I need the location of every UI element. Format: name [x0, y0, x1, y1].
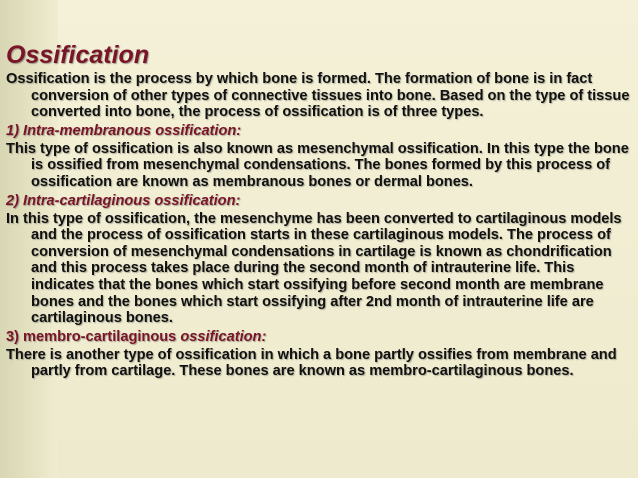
section-text-intracartilaginous: In this type of ossification, the mesenchyme has been converted to cartilaginous models and the process of ossification starts in these cartilaginous models. The process of conversion of mesenchymal condensations in cartilage is known as chondrification and this process takes place during the second month of intrauterine life. This indicates that the bones which start ossifying before second month are membrane bones and the bones which start ossifying after 2nd month of intrauterine life are cartilaginous bones. — [6, 210, 622, 327]
section-heading-prefix: 3) membro-cartilaginous — [6, 328, 181, 345]
section-text-membrocartilaginous: There is another type of ossification in which a bone partly ossifies from membrane and partly from cartilage. These bones are known as membro-cartilaginous bones. — [6, 346, 617, 380]
section-heading-intramembranous: 1) Intra-membranous ossification: — [6, 122, 242, 139]
slide-content — [6, 40, 632, 380]
intro-paragraph: Ossification is the process by which bone is formed. The formation of bone is in fact conversion of other types of connective tissues into bone. Based on the type of tissue converted into bone, the process of ossification is of three types. — [6, 71, 630, 121]
slide-title: Ossification — [6, 41, 150, 69]
section-heading-intracartilaginous: 2) Intra-cartilaginous ossification: — [6, 192, 241, 209]
section-text-intramembranous: This type of ossification is also known as mesenchymal ossification. In this type the bone is ossified from mesenchymal condensations. The bones formed by this process of ossification are known as membranous bones or dermal bones. — [6, 140, 629, 190]
section-heading-suffix: ossification: — [180, 328, 267, 345]
section-heading-membrocartilaginous — [6, 329, 632, 346]
